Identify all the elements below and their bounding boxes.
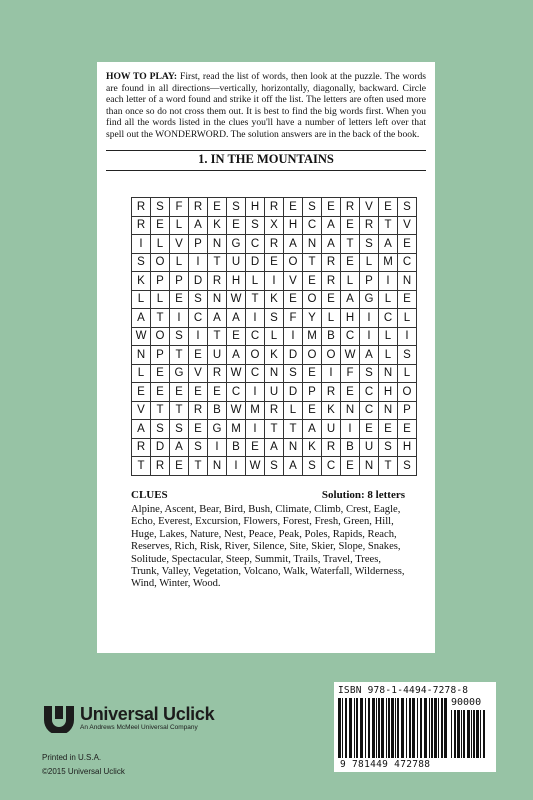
grid-cell: E: [208, 383, 227, 402]
grid-cell: R: [322, 383, 341, 402]
isbn-text: ISBN 978-1-4494-7278-8: [338, 685, 469, 696]
grid-cell: S: [398, 457, 417, 476]
grid-cell: H: [379, 383, 398, 402]
uclick-logo-icon: [42, 703, 76, 733]
grid-cell: D: [284, 383, 303, 402]
grid-cell: H: [284, 216, 303, 235]
grid-cell: R: [189, 198, 208, 217]
grid-cell: D: [246, 253, 265, 272]
grid-cell: N: [379, 401, 398, 420]
grid-cell: I: [189, 327, 208, 346]
grid-cell: L: [265, 327, 284, 346]
grid-cell: R: [341, 198, 360, 217]
grid-cell: L: [398, 364, 417, 383]
grid-cell: A: [303, 420, 322, 439]
grid-cell: U: [360, 438, 379, 457]
grid-cell: L: [132, 290, 151, 309]
grid-cell: T: [284, 420, 303, 439]
grid-cell: R: [322, 253, 341, 272]
grid-cell: T: [208, 327, 227, 346]
grid-cell: U: [322, 420, 341, 439]
grid-cell: H: [227, 272, 246, 291]
grid-cell: M: [246, 401, 265, 420]
grid-row: [132, 364, 417, 383]
word-search-grid: [131, 197, 417, 476]
grid-cell: L: [360, 253, 379, 272]
grid-cell: L: [398, 309, 417, 328]
grid-cell: I: [322, 364, 341, 383]
title-rule-bottom: [106, 170, 426, 171]
copyright: ©2015 Universal Uclick: [42, 767, 125, 776]
grid-cell: U: [227, 253, 246, 272]
grid-cell: A: [360, 346, 379, 365]
grid-cell: T: [303, 253, 322, 272]
grid-cell: A: [208, 309, 227, 328]
grid-cell: K: [322, 401, 341, 420]
grid-cell: I: [360, 309, 379, 328]
grid-cell: S: [379, 438, 398, 457]
addon-barcode-icon: [451, 710, 489, 758]
grid-cell: S: [189, 290, 208, 309]
grid-cell: E: [189, 346, 208, 365]
grid-cell: S: [360, 235, 379, 254]
grid-cell: L: [341, 272, 360, 291]
grid-cell: V: [189, 364, 208, 383]
grid-cell: E: [170, 290, 189, 309]
grid-cell: D: [189, 272, 208, 291]
how-to-play-body: First, read the list of words, then look at the puzzle. The words are found in all directions—vertically, horizontally, diagonally, backward. Circle each letter of a word found and strike it off the list. The letters are often used more than once so do not cross them out. It is best to find the big words first. When you find all the words listed in the clues you'll have a number of letters left over that spell out the WONDERWORD. The solution answers are in the back of the book.: [106, 71, 426, 140]
grid-cell: P: [360, 272, 379, 291]
grid-cell: A: [265, 438, 284, 457]
grid-cell: L: [170, 253, 189, 272]
grid-cell: E: [170, 383, 189, 402]
grid-cell: O: [246, 346, 265, 365]
grid-cell: N: [360, 457, 379, 476]
grid-cell: S: [265, 309, 284, 328]
grid-cell: R: [151, 457, 170, 476]
grid-cell: O: [303, 290, 322, 309]
grid-cell: N: [303, 235, 322, 254]
grid-cell: W: [246, 457, 265, 476]
grid-cell: Y: [303, 309, 322, 328]
grid-cell: N: [132, 346, 151, 365]
grid-cell: S: [227, 198, 246, 217]
grid-cell: S: [284, 364, 303, 383]
grid-cell: C: [360, 401, 379, 420]
grid-cell: H: [246, 198, 265, 217]
grid-cell: T: [379, 216, 398, 235]
grid-row: [132, 272, 417, 291]
grid-cell: U: [265, 383, 284, 402]
grid-cell: E: [341, 457, 360, 476]
grid-cell: L: [132, 364, 151, 383]
grid-cell: H: [341, 309, 360, 328]
grid-cell: R: [265, 401, 284, 420]
grid-cell: C: [322, 457, 341, 476]
grid-cell: O: [303, 346, 322, 365]
grid-cell: L: [151, 235, 170, 254]
grid-cell: E: [227, 327, 246, 346]
grid-cell: P: [398, 401, 417, 420]
grid-cell: N: [208, 457, 227, 476]
grid-cell: S: [303, 457, 322, 476]
grid-cell: I: [208, 438, 227, 457]
grid-cell: E: [151, 383, 170, 402]
barcode-icon: [338, 698, 448, 758]
grid-cell: D: [284, 346, 303, 365]
grid-cell: N: [398, 272, 417, 291]
grid-row: [132, 253, 417, 272]
grid-cell: V: [170, 235, 189, 254]
grid-cell: I: [189, 253, 208, 272]
grid-cell: S: [132, 253, 151, 272]
grid-cell: S: [189, 438, 208, 457]
grid-cell: A: [284, 235, 303, 254]
grid-cell: K: [132, 272, 151, 291]
grid-cell: A: [189, 216, 208, 235]
grid-cell: E: [151, 364, 170, 383]
grid-cell: C: [227, 383, 246, 402]
grid-cell: E: [227, 216, 246, 235]
grid-cell: A: [322, 216, 341, 235]
grid-cell: E: [303, 364, 322, 383]
grid-cell: A: [132, 309, 151, 328]
barcode-box: [334, 682, 496, 772]
grid-cell: X: [265, 216, 284, 235]
grid-cell: E: [151, 216, 170, 235]
grid-cell: G: [227, 235, 246, 254]
clues-heading: CLUES: [131, 489, 168, 501]
grid-cell: M: [227, 420, 246, 439]
grid-cell: N: [379, 364, 398, 383]
grid-row: [132, 346, 417, 365]
grid-cell: R: [265, 198, 284, 217]
grid-cell: M: [303, 327, 322, 346]
grid-cell: S: [151, 198, 170, 217]
grid-cell: F: [284, 309, 303, 328]
grid-row: [132, 235, 417, 254]
grid-cell: R: [189, 401, 208, 420]
grid-cell: N: [208, 235, 227, 254]
publisher-logo: [42, 703, 214, 733]
title-rule-top: [106, 150, 426, 151]
grid-cell: K: [208, 216, 227, 235]
grid-cell: C: [189, 309, 208, 328]
grid-cell: R: [208, 272, 227, 291]
grid-cell: E: [303, 272, 322, 291]
grid-cell: C: [246, 327, 265, 346]
grid-row: [132, 438, 417, 457]
solution-label: Solution: 8 letters: [321, 489, 405, 501]
grid-cell: L: [379, 290, 398, 309]
grid-cell: L: [170, 216, 189, 235]
barcode-digits: 9 781449 472788: [340, 759, 431, 770]
grid-cell: U: [208, 346, 227, 365]
grid-cell: E: [322, 198, 341, 217]
publisher-tagline: An Andrews McMeel Universal Company: [80, 723, 198, 731]
grid-row: [132, 420, 417, 439]
grid-cell: R: [322, 272, 341, 291]
grid-cell: S: [151, 420, 170, 439]
grid-cell: T: [170, 346, 189, 365]
how-to-play: [106, 71, 426, 140]
grid-cell: E: [246, 438, 265, 457]
puzzle-title: 1. IN THE MOUNTAINS: [198, 152, 334, 166]
grid-cell: A: [322, 235, 341, 254]
grid-cell: T: [170, 401, 189, 420]
grid-cell: W: [227, 364, 246, 383]
grid-cell: S: [360, 364, 379, 383]
grid-cell: S: [398, 346, 417, 365]
grid-cell: E: [341, 216, 360, 235]
grid-cell: A: [227, 309, 246, 328]
grid-cell: W: [227, 290, 246, 309]
grid-cell: O: [284, 253, 303, 272]
grid-row: [132, 290, 417, 309]
grid-cell: I: [379, 272, 398, 291]
grid-cell: O: [151, 327, 170, 346]
grid-cell: I: [265, 272, 284, 291]
grid-cell: R: [360, 216, 379, 235]
grid-cell: E: [379, 420, 398, 439]
grid-cell: A: [284, 457, 303, 476]
grid-cell: C: [246, 364, 265, 383]
grid-cell: E: [398, 235, 417, 254]
grid-cell: S: [398, 198, 417, 217]
grid-cell: L: [284, 401, 303, 420]
grid-cell: G: [170, 364, 189, 383]
grid-cell: R: [132, 216, 151, 235]
grid-cell: P: [151, 272, 170, 291]
grid-cell: A: [132, 420, 151, 439]
grid-cell: T: [151, 401, 170, 420]
grid-cell: G: [208, 420, 227, 439]
grid-cell: R: [322, 438, 341, 457]
grid-cell: K: [303, 438, 322, 457]
grid-cell: O: [151, 253, 170, 272]
grid-row: [132, 309, 417, 328]
grid-cell: V: [132, 401, 151, 420]
grid-cell: T: [151, 309, 170, 328]
grid-cell: E: [341, 383, 360, 402]
grid-cell: N: [208, 290, 227, 309]
grid-cell: E: [284, 198, 303, 217]
grid-cell: E: [284, 290, 303, 309]
grid-cell: C: [398, 253, 417, 272]
grid-cell: E: [322, 290, 341, 309]
grid-cell: P: [170, 272, 189, 291]
grid-cell: P: [151, 346, 170, 365]
grid-cell: K: [265, 290, 284, 309]
grid-cell: N: [284, 438, 303, 457]
grid-row: [132, 401, 417, 420]
grid-row: [132, 383, 417, 402]
grid-cell: O: [322, 346, 341, 365]
grid-cell: F: [341, 364, 360, 383]
printed-in: Printed in U.S.A.: [42, 753, 102, 762]
grid-cell: E: [208, 198, 227, 217]
grid-cell: C: [341, 327, 360, 346]
grid-cell: N: [341, 401, 360, 420]
grid-cell: B: [341, 438, 360, 457]
grid-cell: V: [398, 216, 417, 235]
grid-cell: A: [341, 290, 360, 309]
publisher-name: Universal Uclick: [80, 703, 215, 724]
grid-cell: W: [227, 401, 246, 420]
grid-cell: E: [189, 383, 208, 402]
grid-cell: S: [170, 327, 189, 346]
grid-cell: C: [360, 383, 379, 402]
grid-cell: K: [265, 346, 284, 365]
grid-cell: R: [132, 438, 151, 457]
grid-cell: L: [151, 290, 170, 309]
grid-cell: N: [265, 364, 284, 383]
grid-cell: T: [341, 235, 360, 254]
grid-row: [132, 216, 417, 235]
grid-cell: I: [341, 420, 360, 439]
grid-cell: I: [246, 420, 265, 439]
grid-cell: A: [227, 346, 246, 365]
grid-cell: S: [303, 198, 322, 217]
grid-cell: E: [398, 290, 417, 309]
grid-cell: H: [398, 438, 417, 457]
grid-cell: W: [341, 346, 360, 365]
grid-cell: A: [379, 235, 398, 254]
grid-cell: E: [132, 383, 151, 402]
grid-cell: E: [170, 457, 189, 476]
grid-cell: G: [360, 290, 379, 309]
grid-cell: O: [398, 383, 417, 402]
grid-cell: P: [303, 383, 322, 402]
grid-row: [132, 327, 417, 346]
grid-cell: P: [189, 235, 208, 254]
grid-cell: D: [151, 438, 170, 457]
grid-cell: C: [379, 309, 398, 328]
grid-cell: R: [132, 198, 151, 217]
grid-cell: R: [265, 235, 284, 254]
grid-cell: E: [398, 420, 417, 439]
grid-cell: T: [132, 457, 151, 476]
grid-cell: S: [265, 457, 284, 476]
grid-cell: S: [170, 420, 189, 439]
grid-cell: T: [208, 253, 227, 272]
grid-cell: I: [360, 327, 379, 346]
grid-cell: T: [265, 420, 284, 439]
barcode-addon: 90000: [451, 697, 482, 708]
grid-cell: E: [303, 401, 322, 420]
grid-cell: E: [379, 198, 398, 217]
grid-cell: E: [360, 420, 379, 439]
grid-cell: C: [303, 216, 322, 235]
grid-cell: W: [132, 327, 151, 346]
grid-cell: V: [284, 272, 303, 291]
grid-cell: F: [170, 198, 189, 217]
clues-list: Alpine, Ascent, Bear, Bird, Bush, Climate, Climb, Crest, Eagle, Echo, Everest, Excursion, Flowers, Forest, Fresh, Green, Hill, Huge, Lakes, Nature, Nest, Peace, Peak, Poles, Rapids, Reach, Reserves, Rich, Risk, River, Silence, Site, Skier, Slope, Snakes, Solitude, Spectacular, Steep, Summit, Trails, Travel, Trees, Trunk, Valley, Vegetation, Volcano, Walk, Waterfall, Wilderness, Wind, Winter, Wood.: [131, 504, 405, 590]
grid-cell: T: [379, 457, 398, 476]
grid-cell: I: [227, 457, 246, 476]
grid-cell: E: [265, 253, 284, 272]
grid-row: [132, 198, 417, 217]
grid-row: [132, 457, 417, 476]
grid-cell: L: [379, 327, 398, 346]
grid-cell: S: [246, 216, 265, 235]
grid-cell: B: [208, 401, 227, 420]
grid-cell: L: [322, 309, 341, 328]
grid-cell: I: [132, 235, 151, 254]
grid-cell: T: [189, 457, 208, 476]
grid-cell: L: [246, 272, 265, 291]
grid-cell: A: [170, 438, 189, 457]
grid-cell: B: [322, 327, 341, 346]
grid-cell: I: [284, 327, 303, 346]
grid-cell: I: [170, 309, 189, 328]
grid-cell: I: [246, 383, 265, 402]
grid-cell: C: [246, 235, 265, 254]
grid-cell: T: [246, 290, 265, 309]
grid-cell: V: [360, 198, 379, 217]
grid-cell: R: [208, 364, 227, 383]
how-to-play-heading: HOW TO PLAY:: [106, 71, 178, 82]
grid-cell: I: [246, 309, 265, 328]
grid-cell: B: [227, 438, 246, 457]
grid-cell: L: [379, 346, 398, 365]
grid-cell: I: [398, 327, 417, 346]
puzzle-page: [97, 62, 435, 653]
grid-cell: E: [189, 420, 208, 439]
grid-cell: E: [341, 253, 360, 272]
grid-cell: M: [379, 253, 398, 272]
